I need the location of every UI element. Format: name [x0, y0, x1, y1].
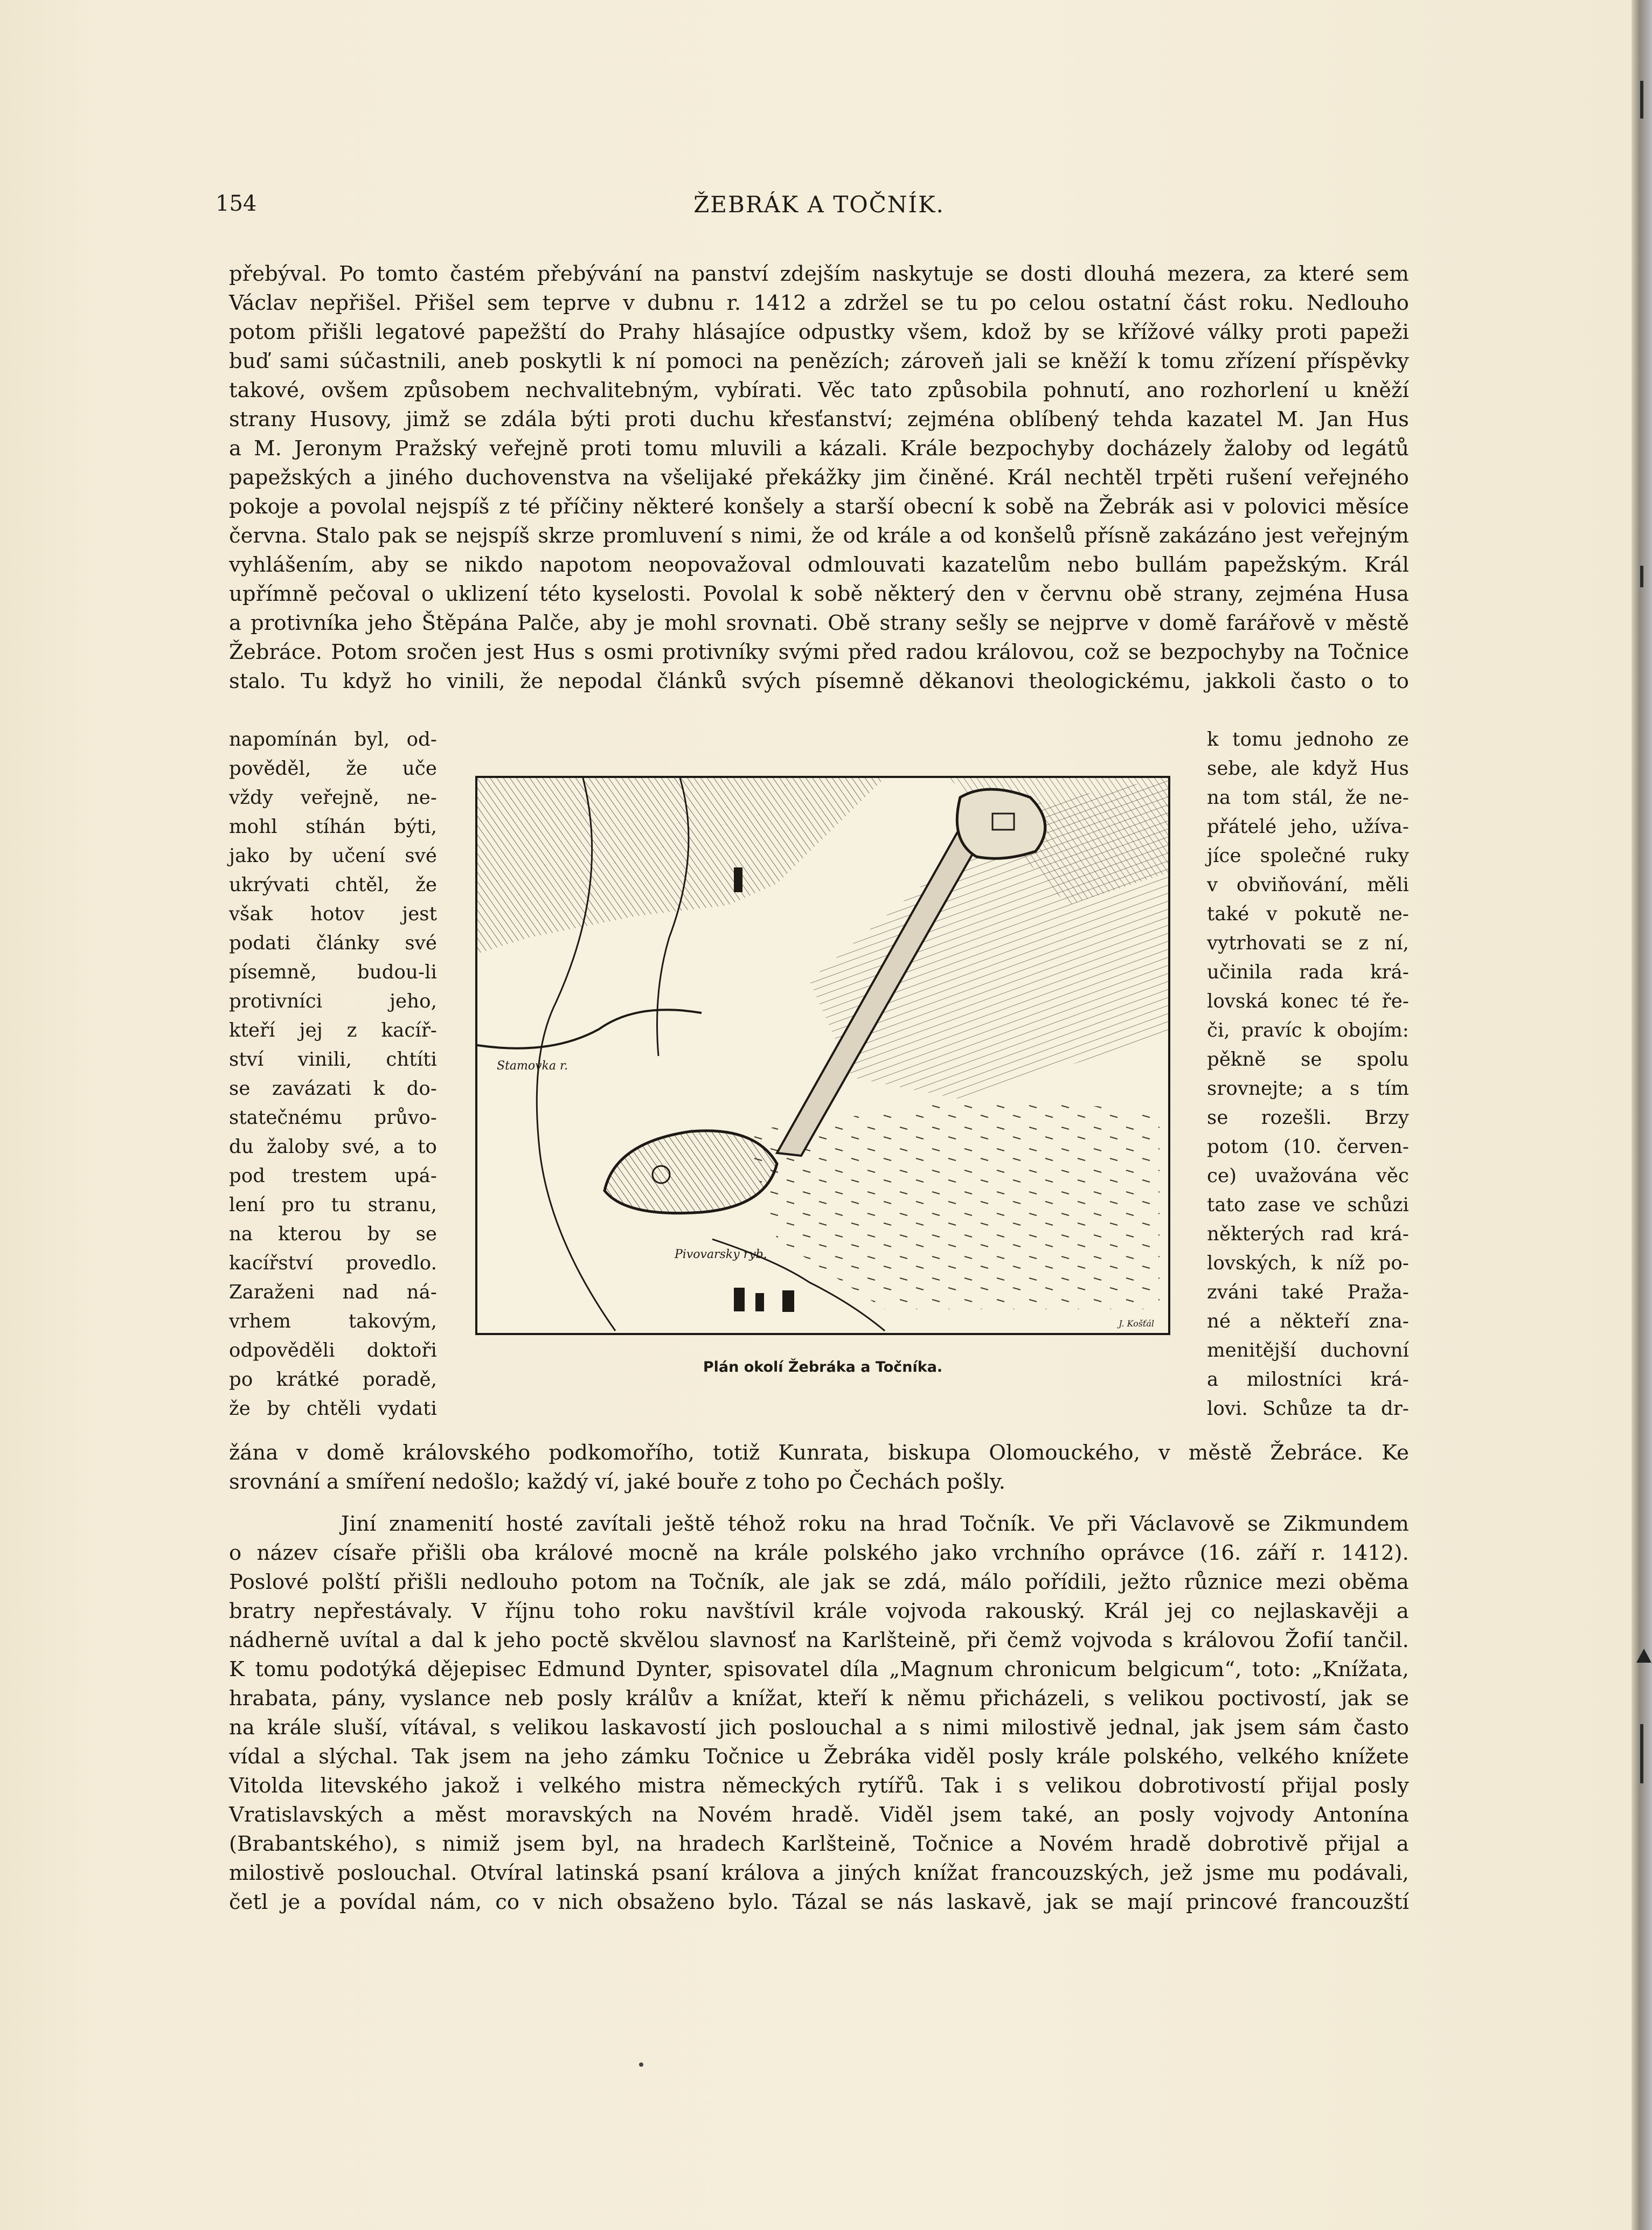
- text-line: Zaraženi nad ná-: [229, 1281, 437, 1303]
- text-line: (Brabantského), s nimiž jsem byl, na hradech Karlšteině, Točnice a Novém hradě dobrotivě přijal a: [229, 1832, 1409, 1856]
- text-line: vždy veřejně, ne-: [229, 787, 437, 809]
- text-line: a milostníci krá-: [1207, 1368, 1409, 1391]
- map-illustration: [475, 776, 1170, 1335]
- text-line: lovi. Schůze ta dr-: [1207, 1398, 1409, 1420]
- map-signature: J. Košťál: [1119, 1318, 1154, 1329]
- text-line: žána v domě královského podkomořího, totiž Kunrata, biskupa Olomouckého, v městě Žebráce. Ke: [229, 1441, 1409, 1465]
- book-spine-edge: [1632, 0, 1652, 2230]
- running-title: ŽEBRÁK A TOČNÍK.: [693, 191, 945, 218]
- text-line: potom (10. červen-: [1207, 1136, 1409, 1158]
- spine-mark: [1640, 566, 1643, 587]
- text-line: učinila rada krá-: [1207, 961, 1409, 983]
- text-line: že by chtěli vydati: [229, 1398, 437, 1420]
- text-line: vídal a slýchal. Tak jsem na jeho zámku Točnice u Žebráka viděl posly krále polského, velkého knížete: [229, 1745, 1409, 1769]
- body-text-after-figure: [229, 1439, 1409, 1497]
- text-line: či, pravíc k obojím:: [1207, 1019, 1409, 1041]
- text-line: lovská konec té ře-: [1207, 990, 1409, 1012]
- text-line: však hotov jest: [229, 903, 437, 925]
- text-line: na tom stál, že ne-: [1207, 787, 1409, 809]
- text-line: některých rad krá-: [1207, 1223, 1409, 1245]
- text-line: Václav nepřišel. Přišel sem teprve v dubnu r. 1412 a zdržel se tu po celou ostatní část roku. Nedlouho: [229, 291, 1409, 315]
- text-line: milostivě poslouchal. Otvíral latinská psaní králova a jiných knížat francouzských, jež jsme mu podávali,: [229, 1861, 1409, 1885]
- body-text-left-column: [229, 725, 437, 1423]
- text-line: srovnejte; a s tím: [1207, 1078, 1409, 1100]
- text-line: potom přišli legatové papežští do Prahy hlásajíce odpustky všem, kdož by se křížové války proti papeži: [229, 320, 1409, 344]
- map-building: [782, 1290, 794, 1312]
- text-line: a M. Jeronym Pražský veřejně proti tomu mluvili a kázali. Krále bezpochyby docházely žaloby od legátů: [229, 436, 1409, 461]
- text-line: a protivníka jeho Štěpána Palče, aby je mohl srovnati. Obě strany sešly se nejprve v domě farářově v městě: [229, 611, 1409, 635]
- body-text-top: [229, 260, 1409, 696]
- text-line: upřímně pečoval o uklizení této kyselosti. Povolal k sobě některý den v červnu obě strany, zejména Husa: [229, 582, 1409, 606]
- text-line: protivníci jeho,: [229, 990, 437, 1012]
- text-line: pokoje a povolal nejspíš z té příčiny některé konšely a starší obecní k sobě na Žebrák asi v polovici měsíce: [229, 495, 1409, 519]
- text-line: Vratislavských a měst moravských na Novém hradě. Viděl jsem také, an posly vojvody Antonína: [229, 1803, 1409, 1827]
- map-label-pond: Pivovarsky ryb.: [675, 1248, 767, 1261]
- running-head: [216, 191, 1422, 229]
- text-line: bratry nepřestávaly. V říjnu toho roku navštívil krále vojvoda rakouský. Král jej co nejlaskavěji a: [229, 1599, 1409, 1623]
- text-line: nádherně uvítal a dal k jeho poctě skvělou slavnosť na Karlšteině, při čemž vojvoda s královou Žofií tančil.: [229, 1628, 1409, 1652]
- text-line: lovských, k níž po-: [1207, 1252, 1409, 1274]
- text-line: na krále sluší, vítával, s velikou laskavostí jich poslouchal a s nimi milostivě jednal, jak jsem sám často: [229, 1715, 1409, 1740]
- text-line: po krátké poradě,: [229, 1368, 437, 1391]
- text-line: k tomu jednoho ze: [1207, 728, 1409, 751]
- body-text-second-paragraph: [229, 1510, 1409, 1917]
- map-building: [734, 1288, 745, 1311]
- text-line: Poslové polští přišli nedlouho potom na Točník, ale jak se zdá, málo pořídili, ježto různice mezi oběma: [229, 1570, 1409, 1594]
- text-line: v obviňování, měli: [1207, 874, 1409, 896]
- text-line: jako by učení své: [229, 845, 437, 867]
- text-line: jíce společné ruky: [1207, 845, 1409, 867]
- body-text-right-column: [1207, 725, 1409, 1423]
- text-line: ukrývati chtěl, že: [229, 874, 437, 896]
- text-line: né a někteří zna-: [1207, 1310, 1409, 1332]
- text-line: Žebráce. Potom sročen jest Hus s osmi protivníky svými před radou královou, což se bezpochyby na Točnice: [229, 640, 1409, 664]
- text-line: Jiní znamenití hosté zavítali ještě téhož roku na hrad Točník. Ve při Václavově se Zikmundem: [341, 1512, 1409, 1536]
- ink-dot: [639, 2062, 643, 2067]
- map-figure: [475, 776, 1170, 1335]
- text-line: přátelé jeho, užíva-: [1207, 816, 1409, 838]
- text-line: stalo. Tu když ho vinili, že nepodal článků svých písemně děkanovi theologickému, jakkoli často o to: [229, 669, 1409, 693]
- map-building: [734, 867, 742, 892]
- spine-mark: [1640, 81, 1643, 119]
- map-label-stream: Stamovka r.: [497, 1059, 568, 1073]
- text-line: napomínán byl, od-: [229, 728, 437, 751]
- map-castle-tocnik: [957, 789, 1045, 858]
- text-line: K tomu podotýká dějepisec Edmund Dynter, spisovatel díla „Magnum chronicum belgicum“, toto: „Knížata,: [229, 1657, 1409, 1682]
- text-line: ce) uvažována věc: [1207, 1165, 1409, 1187]
- spine-mark: [1640, 1724, 1643, 1783]
- text-line: statečnému průvo-: [229, 1107, 437, 1129]
- text-line: strany Husovy, jimž se zdála býti proti duchu křesťanství; zejména oblíbený tehda kazatel M. Jan Hus: [229, 407, 1409, 432]
- spine-arrow-icon: [1636, 1649, 1651, 1663]
- text-line: se rozešli. Brzy: [1207, 1107, 1409, 1129]
- figure-caption: Plán okolí Žebráka a Točníka.: [703, 1359, 943, 1375]
- text-line: Vitolda litevského jakož i velkého mistra německých rytířů. Tak i s velikou dobrotivostí přijal posly: [229, 1774, 1409, 1798]
- text-line: takové, ovšem způsobem nechvalitebným, vybírati. Věc tato způsobila pohnutí, ano rozhorlení u kněží: [229, 378, 1409, 402]
- text-line: června. Stalo pak se nejspíš skrze promluvení s nimi, že od krále a od konšelů přísně zakázáno jest veřejným: [229, 524, 1409, 548]
- text-line: pěkně se spolu: [1207, 1048, 1409, 1071]
- text-line: buď sami súčastnili, aneb poskytli k ní pomoci na penězích; zároveň jali se kněží k tomu zřízení příspěvky: [229, 349, 1409, 373]
- text-line: vrhem takovým,: [229, 1310, 437, 1332]
- text-line: také v pokutě ne-: [1207, 903, 1409, 925]
- text-line: vyhlášením, aby se nikdo napotom neopovažoval odmlouvati kazatelům nebo bullám papežským. Král: [229, 553, 1409, 577]
- text-line: se zavázati k do-: [229, 1078, 437, 1100]
- text-line: tato zase ve schůzi: [1207, 1194, 1409, 1216]
- text-line: zváni také Praža-: [1207, 1281, 1409, 1303]
- text-line: papežských a jiného duchovenstva na všelijaké překážky jim činěné. Král nechtěl trpěti rušení veřejného: [229, 466, 1409, 490]
- text-line: přebýval. Po tomto častém přebývání na panství zdejším naskytuje se dosti dlouhá mezera, za které sem: [229, 262, 1409, 286]
- text-line: ství vinili, chtíti: [229, 1048, 437, 1071]
- text-line: srovnání a smíření nedošlo; každý ví, jaké bouře z toho po Čechách pošly.: [229, 1470, 1006, 1494]
- text-line: mohl stíhán býti,: [229, 816, 437, 838]
- text-line: na kterou by se: [229, 1223, 437, 1245]
- text-line: sebe, ale když Hus: [1207, 758, 1409, 780]
- page-number: 154: [216, 191, 257, 216]
- map-building: [755, 1293, 764, 1311]
- text-line: menitější duchovní: [1207, 1339, 1409, 1361]
- text-line: odpověděli doktoři: [229, 1339, 437, 1361]
- text-line: hrabata, pány, vyslance neb posly králův a knížat, kteří k němu přicházeli, s velikou poctivostí, jak se: [229, 1686, 1409, 1711]
- text-line: písemně, budou-li: [229, 961, 437, 983]
- text-line: pověděl, že uče: [229, 758, 437, 780]
- text-line: kacířství provedlo.: [229, 1252, 437, 1274]
- text-line: o název císaře přišli oba králové mocně na krále polského jako vrchního oprávce (16. září r. 1412).: [229, 1541, 1409, 1565]
- text-line: četl je a povídal nám, co v nich obsaženo bylo. Tázal se nás laskavě, jak se mají princové francouzští: [229, 1890, 1409, 1914]
- text-line: kteří jej z kacíř-: [229, 1019, 437, 1041]
- text-line: pod trestem upá-: [229, 1165, 437, 1187]
- text-line: du žaloby své, a to: [229, 1136, 437, 1158]
- text-line: lení pro tu stranu,: [229, 1194, 437, 1216]
- text-line: vytrhovati se z ní,: [1207, 932, 1409, 954]
- text-line: podati články své: [229, 932, 437, 954]
